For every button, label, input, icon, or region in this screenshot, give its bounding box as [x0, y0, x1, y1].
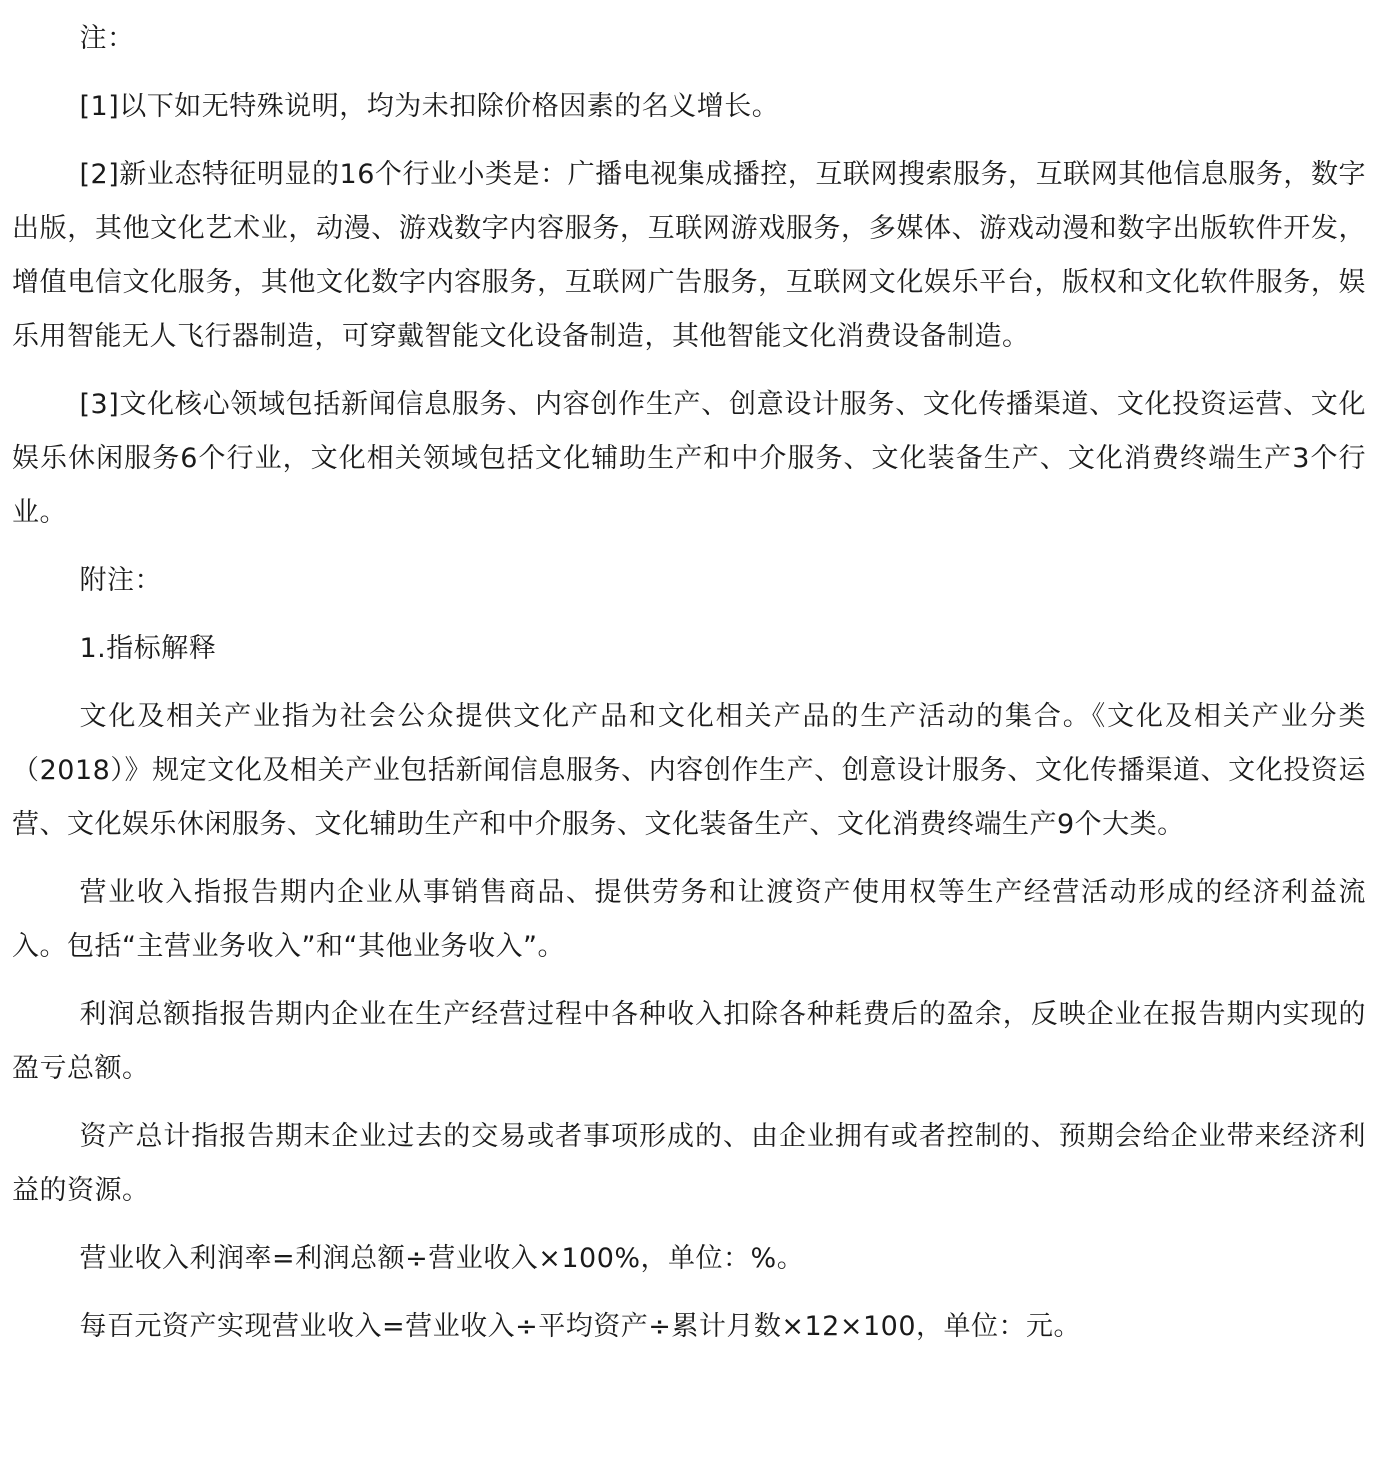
definition-operating-revenue: 营业收入指报告期内企业从事销售商品、提供劳务和让渡资产使用权等生产经营活动形成的经济利益流入。包括“主营业务收入”和“其他业务收入”。: [12, 877, 1366, 962]
definition-total-profit: 利润总额指报告期内企业在生产经营过程中各种收入扣除各种耗费后的盈余，反映企业在报告期内实现的盈亏总额。: [12, 999, 1366, 1084]
formula-revenue-per-hundred-assets: 每百元资产实现营业收入=营业收入÷平均资产÷累计月数×12×100，单位：元。: [79, 1311, 1082, 1342]
note-3: [3]文化核心领域包括新闻信息服务、内容创作生产、创意设计服务、文化传播渠道、文化投资运营、文化娱乐休闲服务6个行业，文化相关领域包括文化辅助生产和中介服务、文化装备生产、文化消费终端生产3个行业。: [12, 389, 1366, 528]
definition-cultural-industry: 文化及相关产业指为社会公众提供文化产品和文化相关产品的生产活动的集合。《文化及相关产业分类（2018）》规定文化及相关产业包括新闻信息服务、内容创作生产、创意设计服务、文化传播渠道、文化投资运营、文化娱乐休闲服务、文化辅助生产和中介服务、文化装备生产、文化消费终端生产9个大类。: [12, 701, 1366, 840]
section-heading-indicator-explanation: 1.指标解释: [79, 633, 217, 664]
appendix-heading: 附注：: [79, 565, 162, 596]
note-heading: 注：: [79, 23, 135, 54]
note-2: [2]新业态特征明显的16个行业小类是：广播电视集成播控，互联网搜索服务，互联网其他信息服务，数字出版，其他文化艺术业，动漫、游戏数字内容服务，互联网游戏服务，多媒体、游戏动漫和数字出版软件开发，增值电信文化服务，其他文化数字内容服务，互联网广告服务，互联网文化娱乐平台，版权和文化软件服务，娱乐用智能无人飞行器制造，可穿戴智能文化设备制造，其他智能文化消费设备制造。: [12, 159, 1366, 352]
definition-total-assets: 资产总计指报告期末企业过去的交易或者事项形成的、由企业拥有或者控制的、预期会给企业带来经济利益的资源。: [12, 1121, 1366, 1206]
formula-profit-margin: 营业收入利润率=利润总额÷营业收入×100%，单位：%。: [79, 1243, 805, 1274]
note-1: [1]以下如无特殊说明，均为未扣除价格因素的名义增长。: [79, 91, 780, 122]
